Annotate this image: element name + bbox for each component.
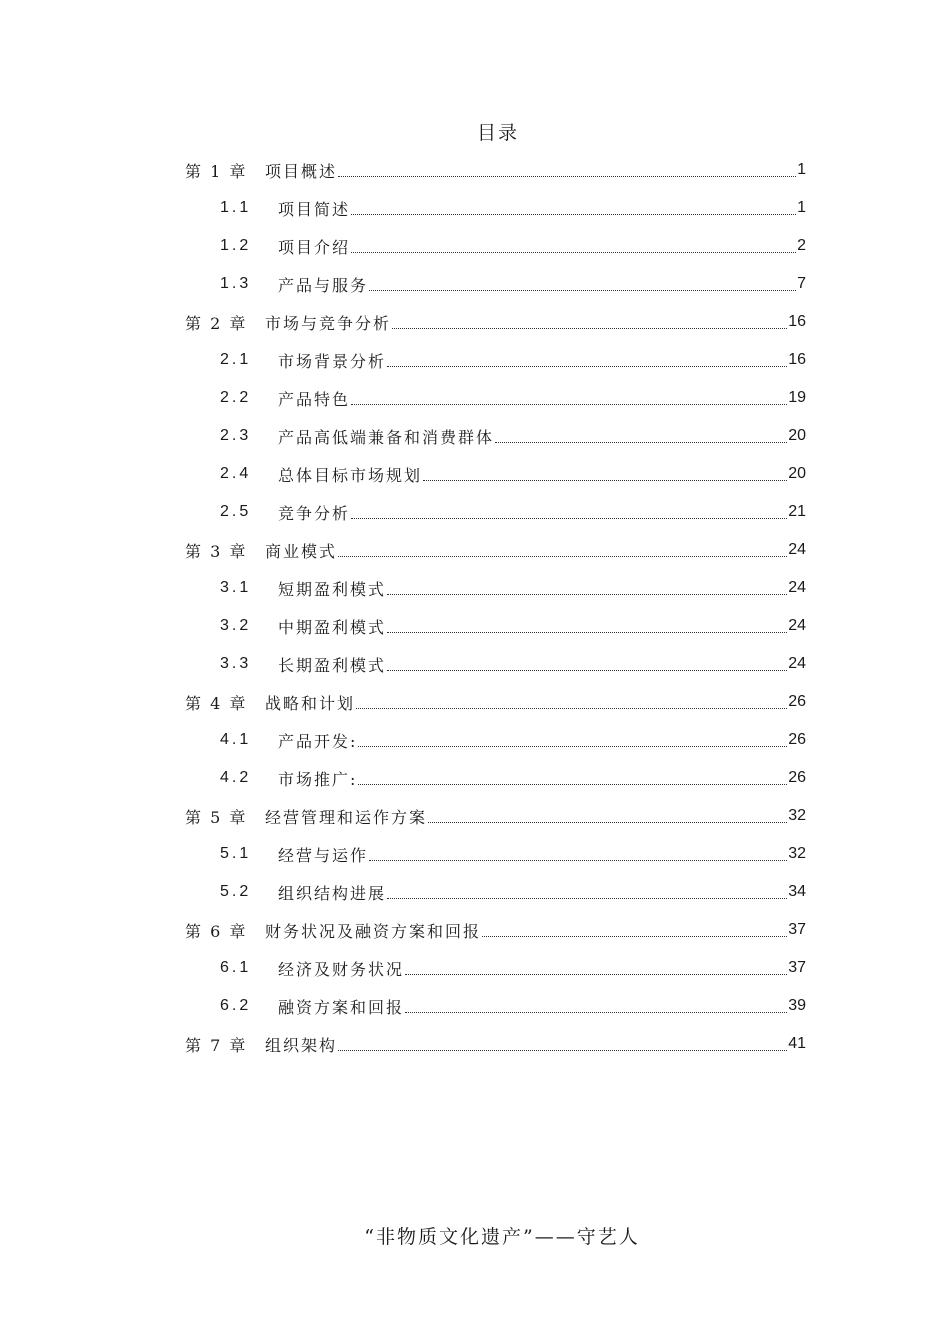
toc-dot-leader bbox=[356, 707, 787, 709]
toc-entry-page-number: 26 bbox=[788, 693, 806, 710]
toc-dot-leader bbox=[351, 251, 796, 253]
toc-chapter-entry[interactable] bbox=[185, 303, 806, 341]
toc-section-entry[interactable] bbox=[220, 189, 806, 227]
toc-entry-page-number: 37 bbox=[788, 921, 806, 938]
toc-section-entry[interactable] bbox=[220, 873, 806, 911]
toc-entry-number: 1.1 bbox=[220, 199, 252, 216]
toc-chapter-entry[interactable] bbox=[185, 151, 806, 189]
toc-chapter-entry[interactable] bbox=[185, 911, 806, 949]
toc-entry-number: 2.1 bbox=[220, 351, 252, 368]
toc-dot-leader bbox=[351, 213, 796, 215]
toc-dot-leader bbox=[495, 441, 787, 443]
toc-entry-title: 产品与服务 bbox=[278, 275, 369, 295]
toc-dot-leader bbox=[338, 175, 796, 177]
toc-entry-title: 组织架构 bbox=[265, 1035, 338, 1055]
toc-chapter-entry[interactable] bbox=[185, 683, 806, 721]
toc-entry-title: 市场背景分析 bbox=[278, 351, 387, 371]
toc-entry-title: 短期盈利模式 bbox=[278, 579, 387, 599]
toc-chapter-entry[interactable] bbox=[185, 531, 806, 569]
toc-section-entry[interactable] bbox=[220, 569, 806, 607]
toc-entry-page-number: 26 bbox=[788, 731, 806, 748]
toc-entry-number: 2.5 bbox=[220, 503, 252, 520]
toc-entry-page-number: 21 bbox=[788, 503, 806, 520]
toc-section-entry[interactable] bbox=[220, 455, 806, 493]
toc-entry-title: 经营管理和运作方案 bbox=[265, 807, 428, 827]
toc-section-entry[interactable] bbox=[220, 341, 806, 379]
toc-entry-title: 总体目标市场规划 bbox=[278, 465, 423, 485]
toc-entry-number: 2.4 bbox=[220, 465, 252, 482]
toc-entry-page-number: 20 bbox=[788, 465, 806, 482]
toc-dot-leader bbox=[387, 669, 787, 671]
toc-entry-page-number: 41 bbox=[788, 1035, 806, 1052]
toc-section-entry[interactable] bbox=[220, 265, 806, 303]
page-footer: “非物质文化遗产”——守艺人 bbox=[364, 1226, 640, 1248]
toc-entry-page-number: 16 bbox=[788, 351, 806, 368]
toc-dot-leader bbox=[428, 821, 787, 823]
toc-entry-number: 第 3 章 bbox=[185, 541, 248, 561]
toc-dot-leader bbox=[351, 403, 787, 405]
toc-entry-title: 项目简述 bbox=[278, 199, 351, 219]
toc-chapter-entry[interactable] bbox=[185, 1025, 806, 1063]
toc-entry-title: 产品特色 bbox=[278, 389, 351, 409]
toc-entry-title: 商业模式 bbox=[265, 541, 338, 561]
toc-entry-title: 战略和计划 bbox=[265, 693, 356, 713]
toc-entry-title: 项目概述 bbox=[265, 161, 338, 181]
toc-entry-number: 第 1 章 bbox=[185, 161, 248, 181]
toc-dot-leader bbox=[423, 479, 787, 481]
toc-entry-page-number: 19 bbox=[788, 389, 806, 406]
toc-entry-number: 3.1 bbox=[220, 579, 252, 596]
toc-dot-leader bbox=[387, 631, 787, 633]
toc-entry-number: 1.2 bbox=[220, 237, 252, 254]
toc-dot-leader bbox=[387, 365, 787, 367]
toc-dot-leader bbox=[338, 555, 787, 557]
toc-dot-leader bbox=[358, 745, 787, 747]
toc-entry-title: 中期盈利模式 bbox=[278, 617, 387, 637]
toc-dot-leader bbox=[387, 897, 787, 899]
toc-dot-leader bbox=[338, 1049, 787, 1051]
toc-entry-number: 6.2 bbox=[220, 997, 252, 1014]
toc-section-entry[interactable] bbox=[220, 987, 806, 1025]
toc-section-entry[interactable] bbox=[220, 645, 806, 683]
toc-entry-title: 产品高低端兼备和消费群体 bbox=[278, 427, 495, 447]
toc-entry-number: 4.2 bbox=[220, 769, 252, 786]
toc-dot-leader bbox=[387, 593, 787, 595]
toc-entry-page-number: 39 bbox=[788, 997, 806, 1014]
toc-section-entry[interactable] bbox=[220, 721, 806, 759]
toc-dot-leader bbox=[358, 783, 787, 785]
toc-dot-leader bbox=[405, 1011, 787, 1013]
toc-section-entry[interactable] bbox=[220, 607, 806, 645]
toc-entry-page-number: 2 bbox=[797, 237, 806, 254]
toc-section-entry[interactable] bbox=[220, 227, 806, 265]
toc-entry-title: 竞争分析 bbox=[278, 503, 351, 523]
toc-entry-page-number: 1 bbox=[797, 199, 806, 216]
toc-entry-title: 市场推广: bbox=[278, 769, 358, 789]
toc-entry-page-number: 32 bbox=[788, 807, 806, 824]
toc-entry-page-number: 24 bbox=[788, 541, 806, 558]
toc-dot-leader bbox=[351, 517, 787, 519]
toc-chapter-entry[interactable] bbox=[185, 797, 806, 835]
toc-entry-number: 5.1 bbox=[220, 845, 252, 862]
toc-entry-page-number: 1 bbox=[797, 161, 806, 178]
toc-dot-leader bbox=[392, 327, 787, 329]
toc-dot-leader bbox=[405, 973, 787, 975]
toc-entry-page-number: 24 bbox=[788, 655, 806, 672]
toc-section-entry[interactable] bbox=[220, 949, 806, 987]
toc-section-entry[interactable] bbox=[220, 835, 806, 873]
toc-entry-title: 经济及财务状况 bbox=[278, 959, 405, 979]
toc-section-entry[interactable] bbox=[220, 493, 806, 531]
toc-entry-number: 第 7 章 bbox=[185, 1035, 248, 1055]
toc-entry-page-number: 20 bbox=[788, 427, 806, 444]
toc-entry-number: 3.2 bbox=[220, 617, 252, 634]
toc-entry-title: 经营与运作 bbox=[278, 845, 369, 865]
toc-entry-title: 财务状况及融资方案和回报 bbox=[265, 921, 482, 941]
toc-entry-number: 第 5 章 bbox=[185, 807, 248, 827]
toc-dot-leader bbox=[482, 935, 787, 937]
toc-dot-leader bbox=[369, 289, 796, 291]
toc-entry-title: 项目介绍 bbox=[278, 237, 351, 257]
toc-entry-number: 1.3 bbox=[220, 275, 252, 292]
toc-entry-title: 长期盈利模式 bbox=[278, 655, 387, 675]
toc-entry-title: 组织结构进展 bbox=[278, 883, 387, 903]
toc-entry-number: 6.1 bbox=[220, 959, 252, 976]
toc-section-entry[interactable] bbox=[220, 417, 806, 455]
toc-entry-title: 产品开发: bbox=[278, 731, 358, 751]
toc-entry-number: 第 6 章 bbox=[185, 921, 248, 941]
toc-dot-leader bbox=[369, 859, 787, 861]
toc-entry-title: 市场与竞争分析 bbox=[265, 313, 392, 333]
toc-entry-page-number: 32 bbox=[788, 845, 806, 862]
toc-entry-number: 3.3 bbox=[220, 655, 252, 672]
toc-entry-page-number: 26 bbox=[788, 769, 806, 786]
toc-entry-page-number: 24 bbox=[788, 579, 806, 596]
toc-entry-number: 5.2 bbox=[220, 883, 252, 900]
toc-entry-number: 2.2 bbox=[220, 389, 252, 406]
toc-section-entry[interactable] bbox=[220, 379, 806, 417]
toc-entry-page-number: 34 bbox=[788, 883, 806, 900]
toc-entry-number: 第 2 章 bbox=[185, 313, 248, 333]
toc-entry-page-number: 37 bbox=[788, 959, 806, 976]
toc-entry-number: 第 4 章 bbox=[185, 693, 248, 713]
toc-entry-page-number: 24 bbox=[788, 617, 806, 634]
toc-entry-page-number: 16 bbox=[788, 313, 806, 330]
toc-section-entry[interactable] bbox=[220, 759, 806, 797]
toc-entry-page-number: 7 bbox=[797, 275, 806, 292]
toc-entry-number: 4.1 bbox=[220, 731, 252, 748]
toc-title: 目录 bbox=[476, 122, 519, 144]
toc-entry-title: 融资方案和回报 bbox=[278, 997, 405, 1017]
toc-entry-number: 2.3 bbox=[220, 427, 252, 444]
